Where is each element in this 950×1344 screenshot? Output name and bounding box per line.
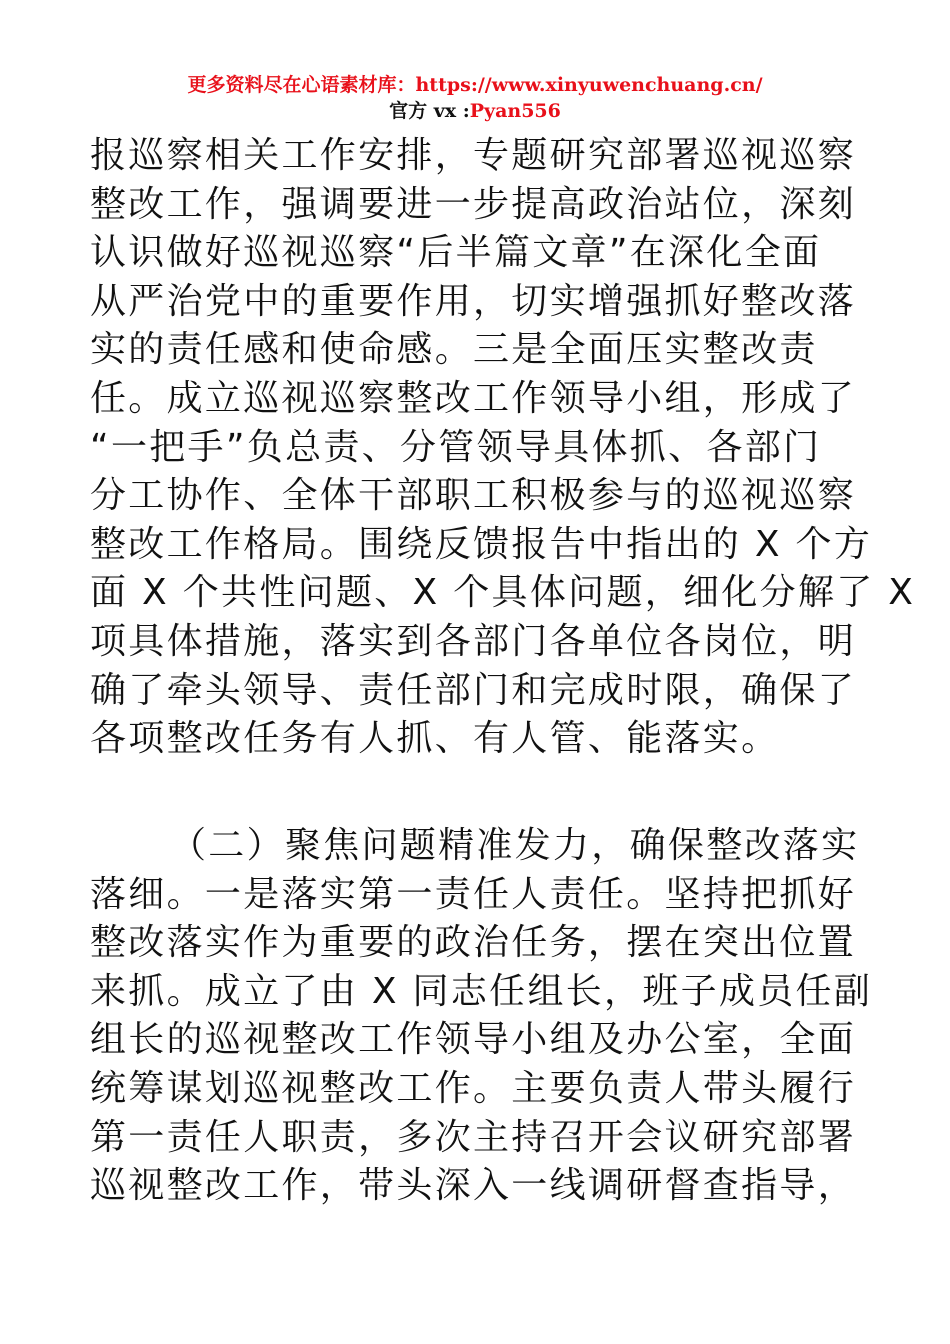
- paragraph-1-line: 实的责任感和使命感。三是全面压实整改责: [90, 329, 818, 371]
- paragraph-1-line: 整改工作，强调要进一步提高政治站位，深刻: [90, 183, 857, 225]
- paragraph-1-line: 面 X 个共性问题、X 个具体问题，细化分解了 X: [90, 572, 916, 614]
- vx-header: [0, 98, 950, 124]
- section-heading-line: （二）聚焦问题精准发力，确保整改落实: [170, 825, 860, 866]
- paragraph-1-line: “一把手”负总责、分管领导具体抓、各部门: [90, 426, 822, 468]
- paragraph-1-line: 各项整改任务有人抓、有人管、能落实。: [90, 718, 780, 760]
- vx-prefix: 官方 vx :: [389, 100, 470, 122]
- paragraph-1-line: 整改工作格局。围绕反馈报告中指出的 X 个方: [90, 523, 873, 565]
- paragraph-2-line: 组长的巡视整改工作领导小组及办公室，全面: [90, 1019, 857, 1061]
- paragraph-1-line: 项具体措施，落实到各部门各单位各岗位，明: [90, 620, 857, 662]
- paragraph-2-line: 整改落实作为重要的政治任务，摆在突出位置: [90, 922, 857, 964]
- promo-prefix: 更多资料尽在心语素材库：: [187, 74, 416, 96]
- paragraph-1-line: 报巡察相关工作安排，专题研究部署巡视巡察: [90, 135, 857, 176]
- paragraph-2-line: 巡视整改工作，带头深入一线调研督查指导，: [90, 1165, 857, 1207]
- promo-header: [0, 72, 950, 98]
- paragraph-1-line: 从严治党中的重要作用，切实增强抓好整改落: [90, 280, 857, 322]
- paragraph-1-line: 认识做好巡视巡察“后半篇文章”在深化全面: [90, 232, 822, 274]
- paragraph-1-line: 确了牵头领导、责任部门和完成时限，确保了: [90, 669, 857, 711]
- paragraph-1-line: 分工协作、全体干部职工积极参与的巡视巡察: [90, 475, 857, 517]
- paragraph-2-line: 来抓。成立了由 X 同志任组长，班子成员任副: [90, 970, 873, 1012]
- paragraph-1: [90, 132, 916, 764]
- vx-id: Pyan556: [469, 100, 561, 122]
- paragraph-2-line: 落细。一是落实第一责任人责任。坚持把抓好: [90, 873, 857, 915]
- paragraph-2: [90, 822, 880, 1211]
- paragraph-2-line: 统筹谋划巡视整改工作。主要负责人带头履行: [90, 1067, 857, 1109]
- promo-url-link[interactable]: https://www.xinyuwenchuang.cn/: [415, 74, 763, 96]
- paragraph-2-line: 第一责任人职责，多次主持召开会议研究部署: [90, 1116, 857, 1158]
- paragraph-1-line: 任。成立巡视巡察整改工作领导小组，形成了: [90, 377, 857, 419]
